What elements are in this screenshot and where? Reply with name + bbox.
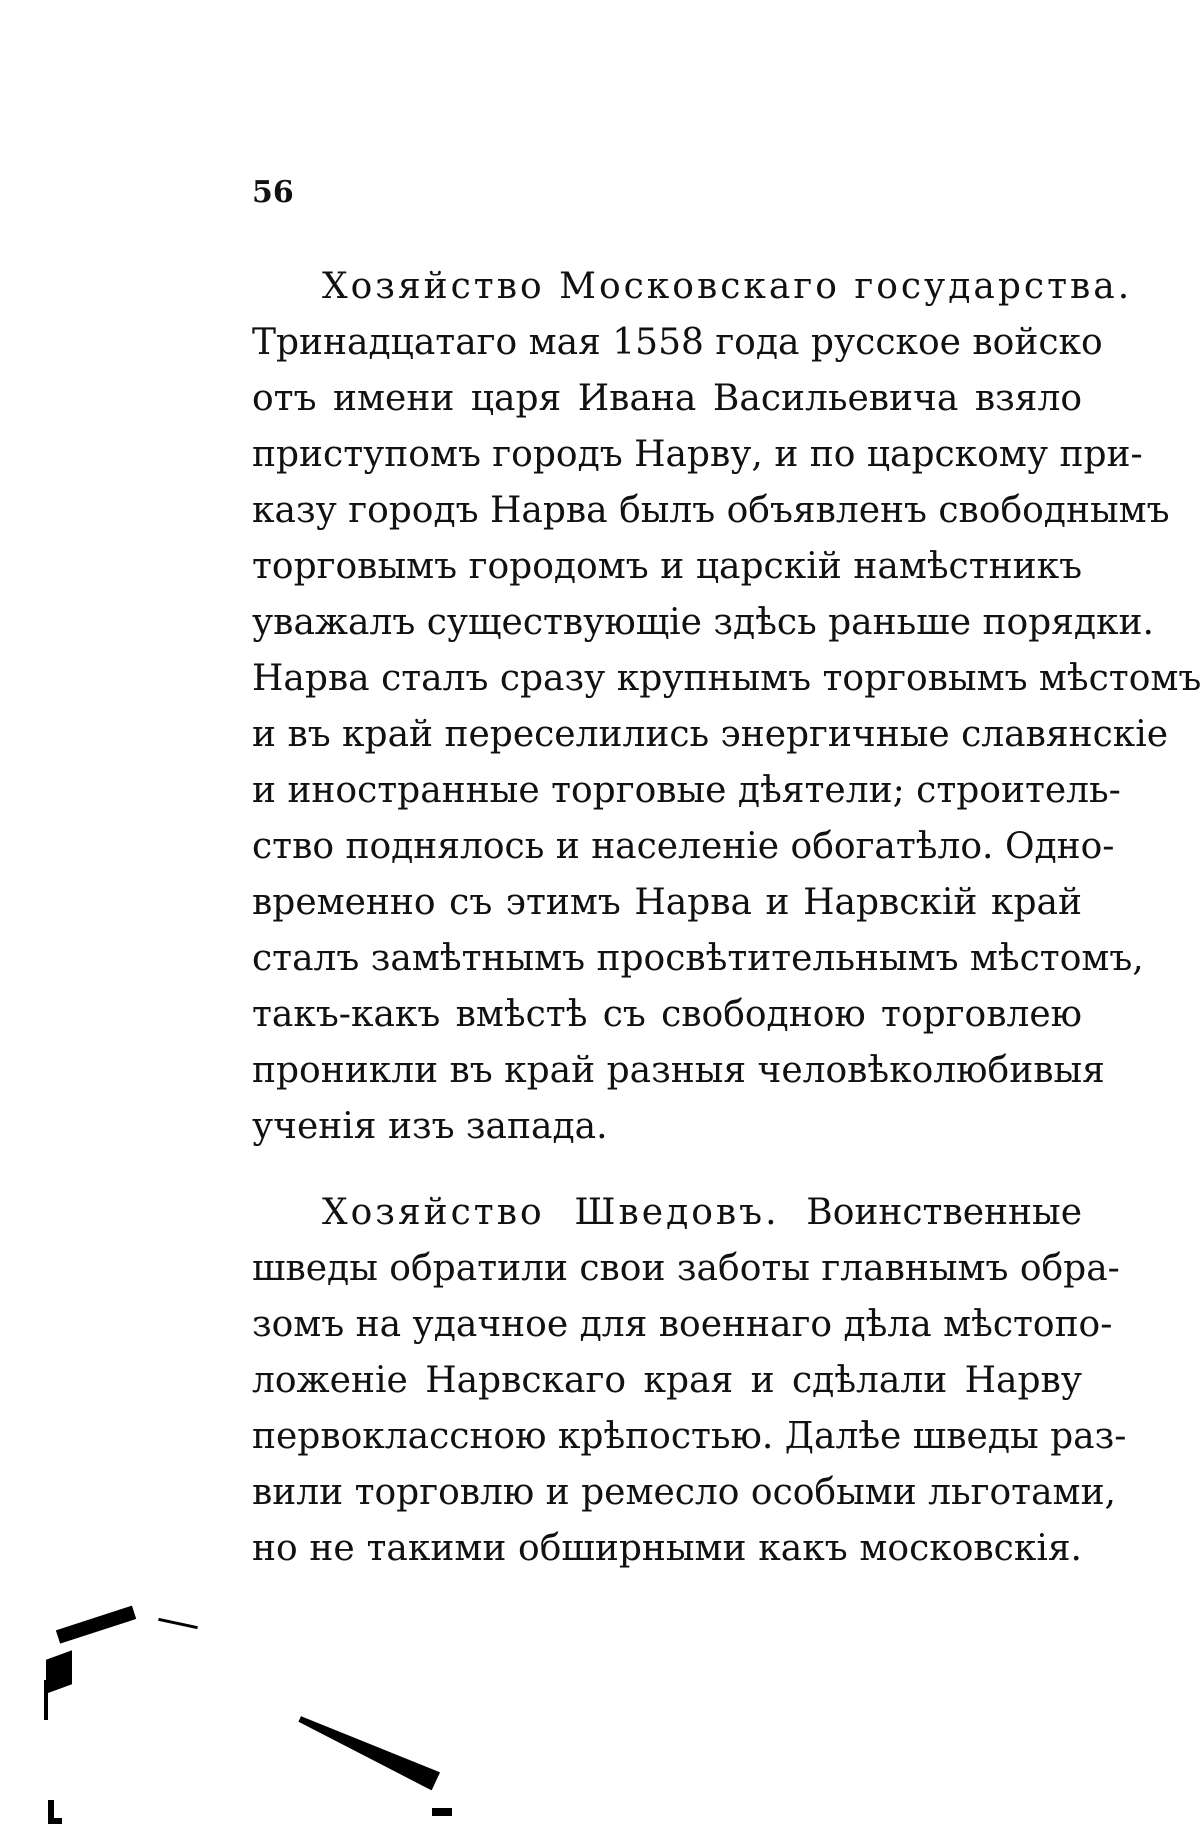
text-line: но не такими обширными какъ московскія. xyxy=(252,1528,1082,1569)
text-line: отъ имени царя Ивана Васильевича взяло xyxy=(252,378,1082,419)
text-line: ство поднялось и населеніе обогатѣло. Одно- xyxy=(252,826,1115,867)
text-line: сталъ замѣтнымъ просвѣтительнымъ мѣстомъ, xyxy=(252,938,1144,979)
page-number: 56 xyxy=(252,175,294,210)
text-line: уважалъ существующіе здѣсь раньше порядки. xyxy=(252,602,1154,643)
text-line: шведы обратили свои заботы главнымъ обра- xyxy=(252,1248,1120,1289)
heading-tail-text: Воинственные xyxy=(806,1192,1082,1233)
paragraph-heading: Хозяйство Шведовъ. xyxy=(322,1192,780,1233)
text-line: Тринадцатаго мая 1558 года русское войско xyxy=(252,322,1103,363)
scan-smudge xyxy=(44,1680,48,1720)
paragraph-heading: Хозяйство Московскаго государства. xyxy=(322,266,1133,307)
scan-smudge xyxy=(158,1618,198,1629)
text-line: приступомъ городъ Нарву, и по царскому при- xyxy=(252,434,1143,475)
text-line: ученія изъ запада. xyxy=(252,1106,608,1147)
scan-smudge xyxy=(56,1606,136,1644)
scan-smudge xyxy=(46,1650,72,1693)
text-line: Нарва сталъ сразу крупнымъ торговымъ мѣстомъ xyxy=(252,658,1201,699)
text-line: ложеніе Нарвскаго края и сдѣлали Нарву xyxy=(252,1360,1082,1401)
text-line: вили торговлю и ремесло особыми льготами, xyxy=(252,1472,1116,1513)
text-line: проникли въ край разныя человѣколюбивыя xyxy=(252,1050,1105,1091)
paragraph-heading-line xyxy=(252,1185,1082,1241)
scan-smudge xyxy=(432,1808,452,1816)
text-line: временно съ этимъ Нарва и Нарвскій край xyxy=(252,882,1082,923)
paragraph-moscow-economy xyxy=(252,259,1201,1155)
text-line: казу городъ Нарва былъ объявленъ свободнымъ xyxy=(252,490,1170,531)
text-line: и иностранные торговые дѣятели; строитель- xyxy=(252,770,1121,811)
text-line: зомъ на удачное для военнаго дѣла мѣстопо- xyxy=(252,1304,1113,1345)
text-line: первоклассною крѣпостью. Далѣе шведы раз- xyxy=(252,1416,1127,1457)
text-line: такъ-какъ вмѣстѣ съ свободною торговлею xyxy=(252,994,1082,1035)
scan-smudge xyxy=(296,1709,440,1791)
text-line: и въ край переселились энергичные славянскіе xyxy=(252,714,1169,755)
scan-smudge xyxy=(54,1818,62,1824)
paragraph-swedish-economy xyxy=(252,1185,1127,1577)
text-line: торговымъ городомъ и царскій намѣстникъ xyxy=(252,546,1082,587)
